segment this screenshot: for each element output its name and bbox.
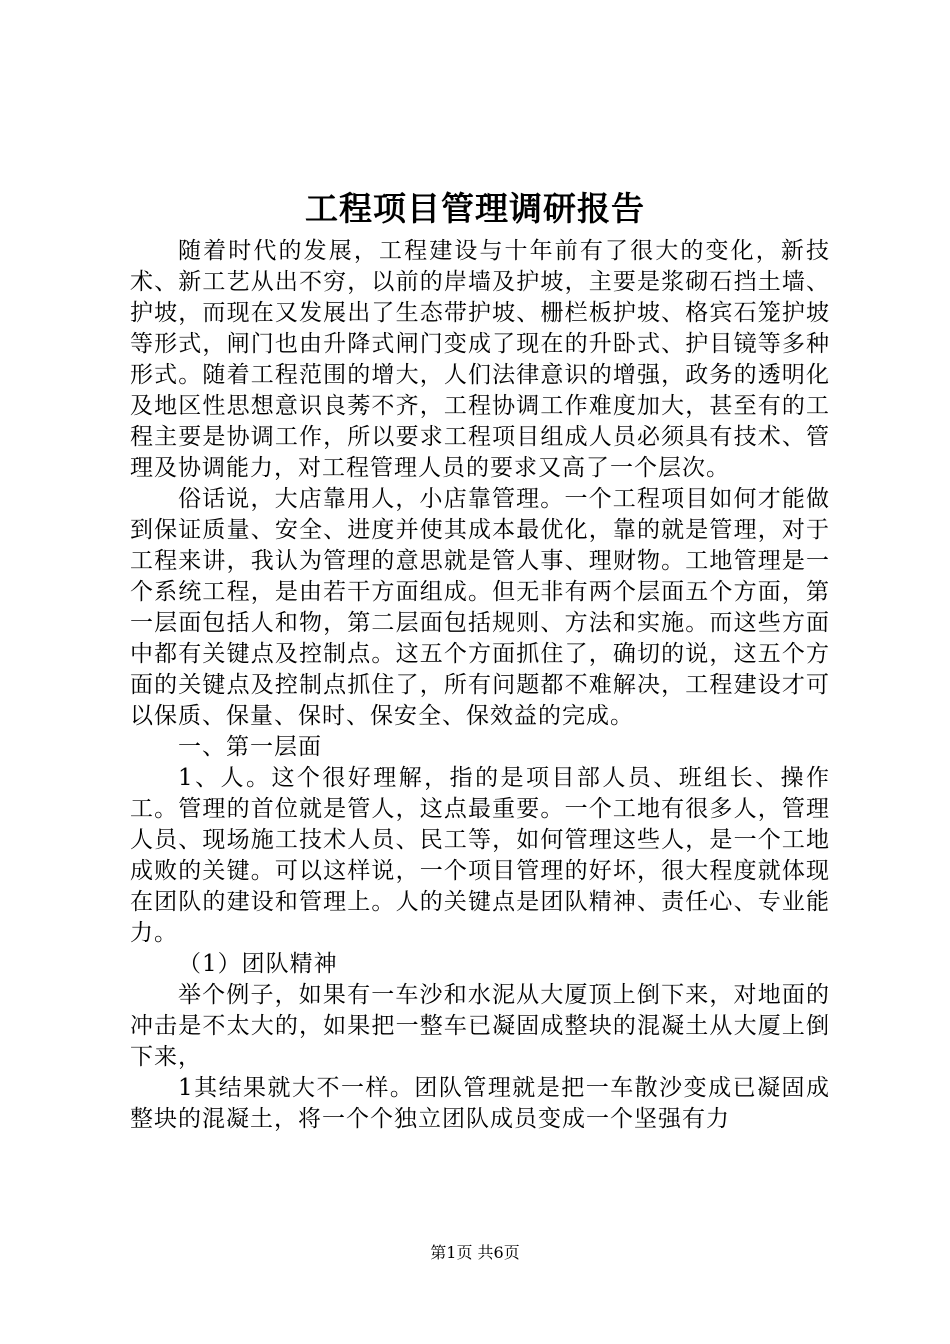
section-heading-first-level: 一、第一层面 [178, 734, 322, 760]
subsection-heading-team-spirit: （1）团队精神 [178, 951, 338, 977]
page-footer: 第1页 共6页 [430, 1243, 520, 1262]
paragraph-people: 1、人。这个很好理解，指的是项目部人员、班组长、操作工。管理的首位就是管人，这点最重要。一个工地有很多人，管理人员、现场施工技术人员、民工等，如何管理这些人，是一个工地成败的关键。可以这样说，一个项目管理的好坏，很大程度就体现在团队的建设和管理上。人的关键点是团队精神、责任心、专业能力。 [130, 765, 830, 946]
document-body [130, 236, 830, 1135]
paragraph-result: 1其结果就大不一样。团队管理就是把一车散沙变成已凝固成整块的混凝土，将一个个独立团队成员变成一个坚强有力 [130, 1075, 830, 1132]
paragraph-example: 举个例子，如果有一车沙和水泥从大厦顶上倒下来，对地面的冲击是不太大的，如果把一整车已凝固成整块的混凝土从大厦上倒下来， [130, 982, 830, 1070]
paragraph-management: 俗话说，大店靠用人，小店靠管理。一个工程项目如何才能做到保证质量、安全、进度并使其成本最优化，靠的就是管理，对于工程来讲，我认为管理的意思就是管人事、理财物。工地管理是一个系统工程，是由若干方面组成。但无非有两个层面五个方面，第一层面包括人和物，第二层面包括规则、方法和实施。而这些方面中都有关键点及控制点。这五个方面抓住了，确切的说，这五个方面的关键点及控制点抓住了，所有问题都不难解决，工程建设才可以保质、保量、保时、保安全、保效益的完成。 [130, 486, 830, 729]
document-title: 工程项目管理调研报告 [305, 189, 645, 228]
paragraph-intro: 随着时代的发展，工程建设与十年前有了很大的变化，新技术、新工艺从出不穷，以前的岸墙及护坡，主要是浆砌石挡土墙、护坡，而现在又发展出了生态带护坡、栅栏板护坡、格宾石笼护坡等形式，闸门也由升降式闸门变成了现在的升卧式、护目镜等多种形式。随着工程范围的增大，人们法律意识的增强，政务的透明化及地区性思想意识良莠不齐，工程协调工作难度加大，甚至有的工程主要是协调工作，所以要求工程项目组成人员必须具有技术、管理及协调能力，对工程管理人员的要求又高了一个层次。 [130, 238, 830, 481]
